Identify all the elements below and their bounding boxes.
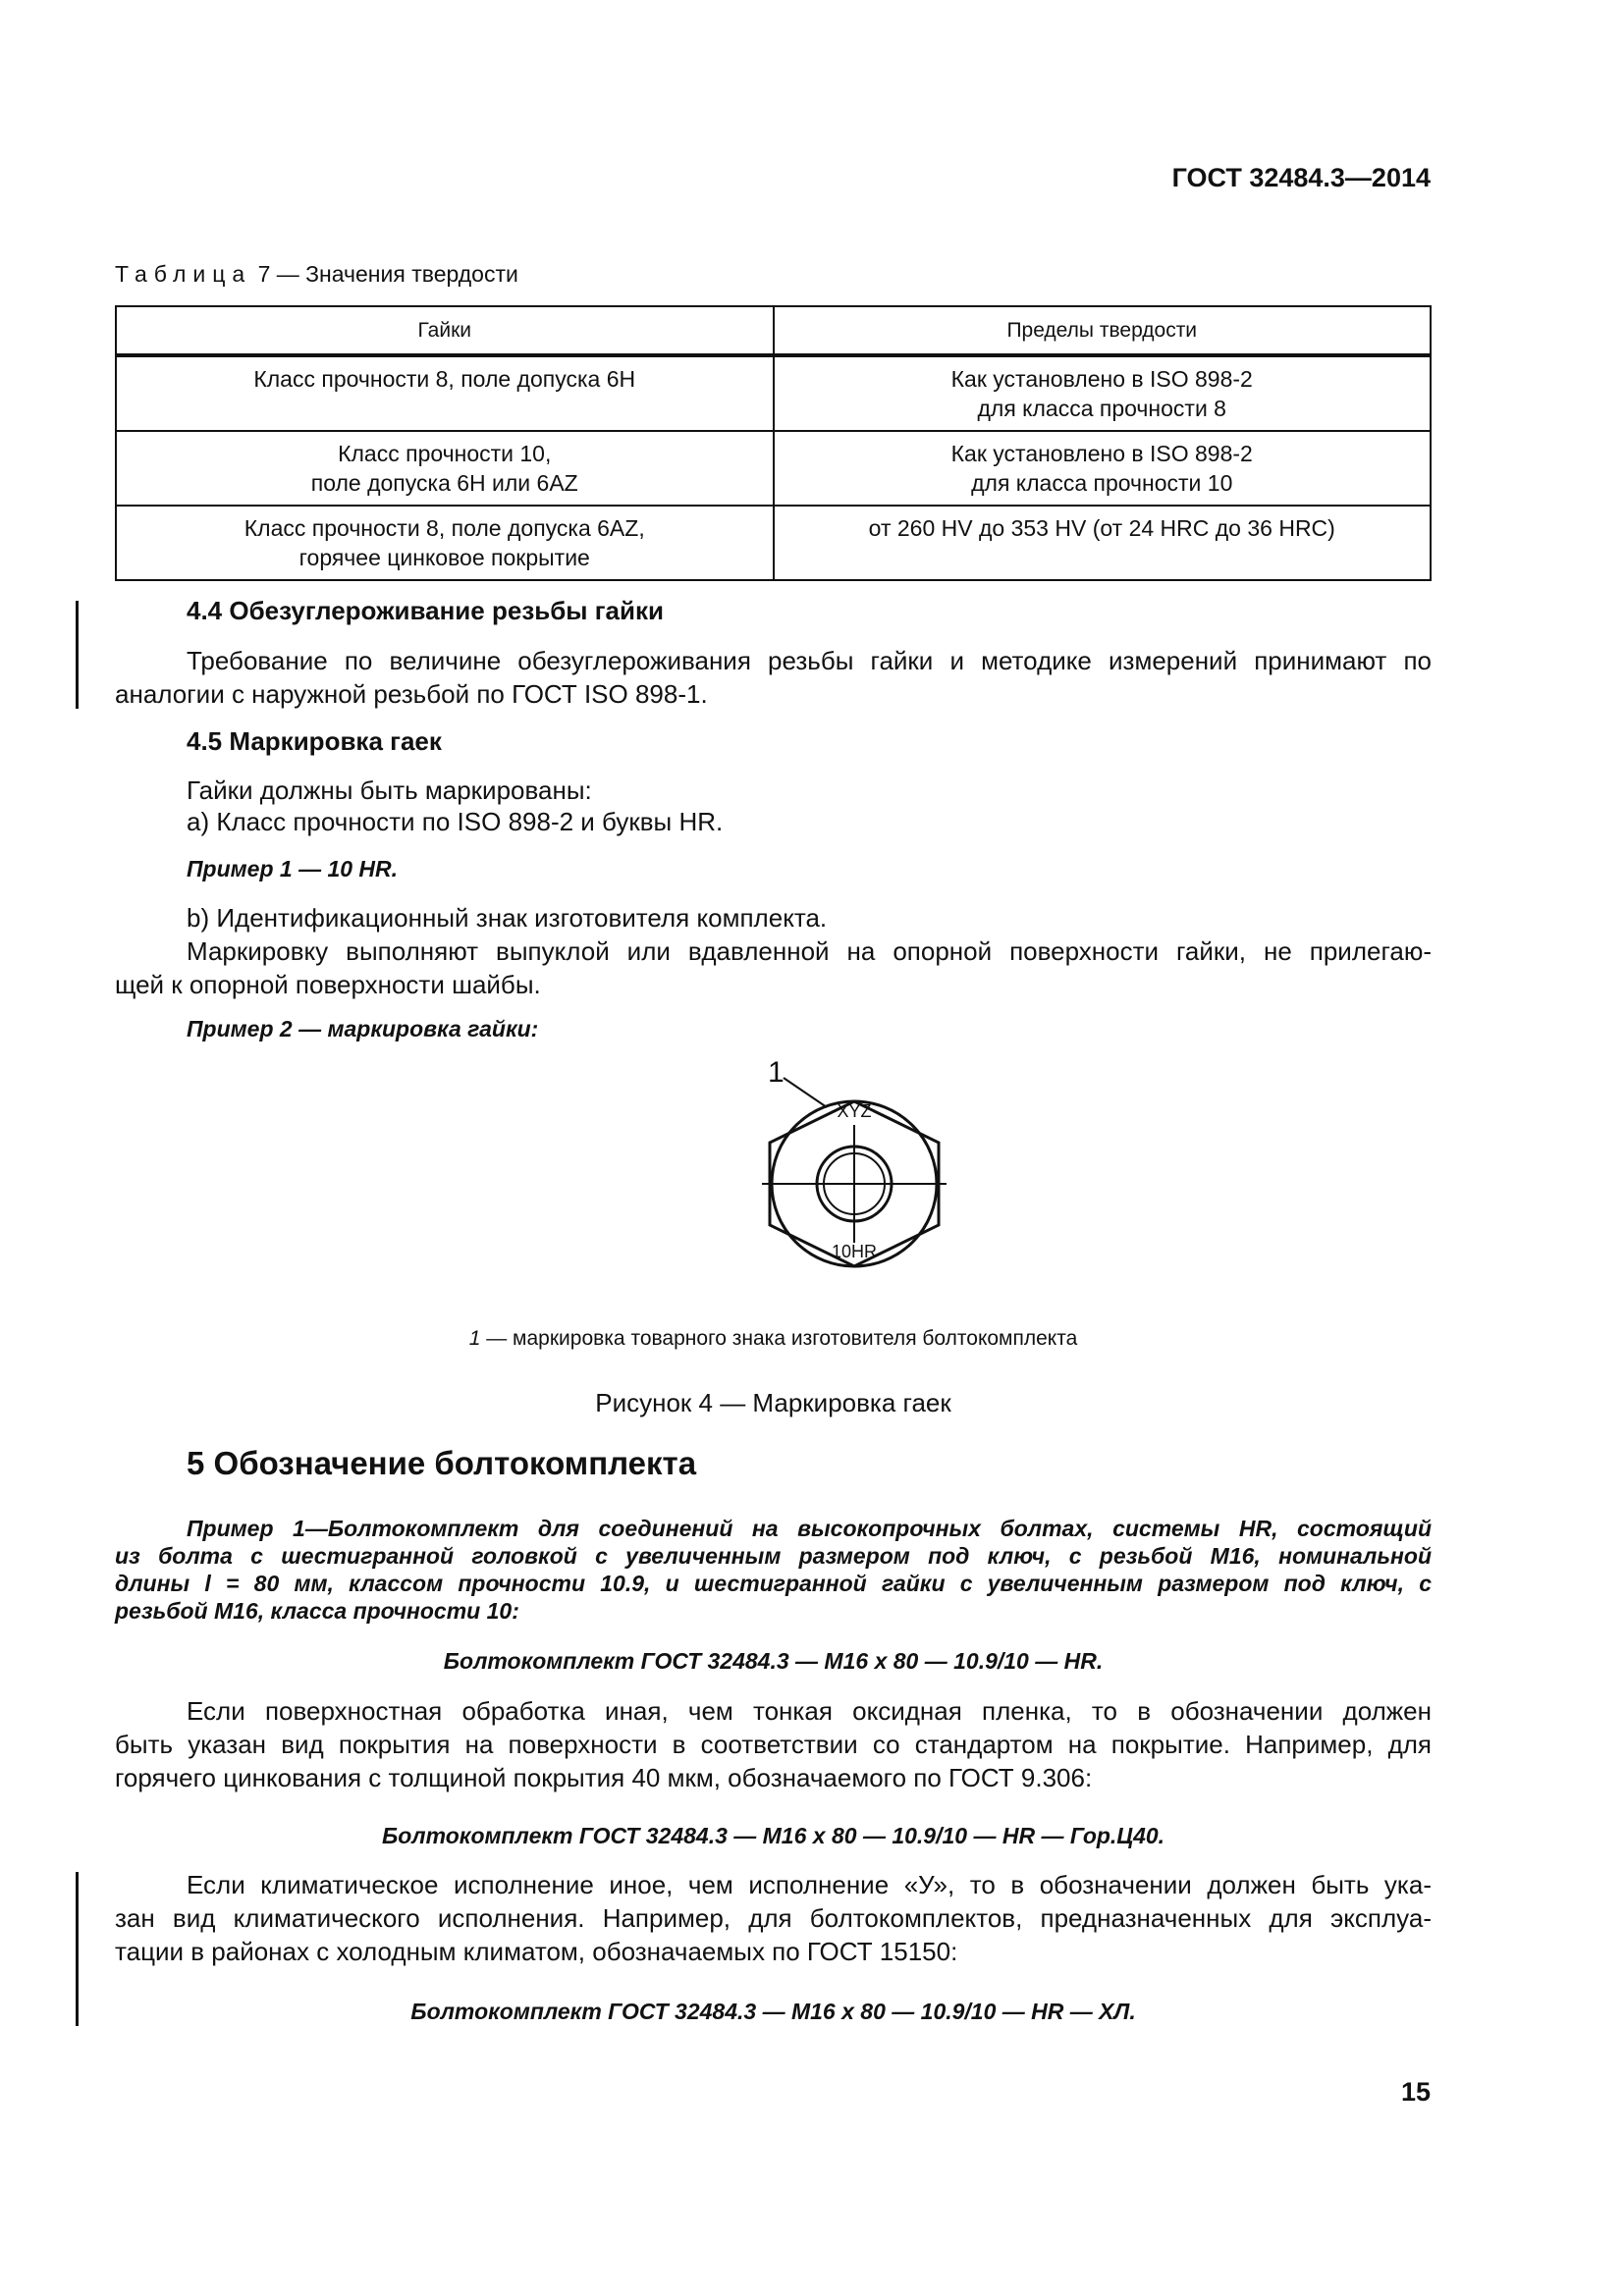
nut-marking-figure [756, 1056, 972, 1292]
example-line: Пример 1—Болтокомплект для соединений на высокопрочных болтах, системы HR, состоящий [187, 1516, 1432, 1541]
paragraph-line: Если климатическое исполнение иное, чем исполнение «У», то в обозначении должен быть ука- [187, 1870, 1432, 1899]
table-cell [116, 506, 774, 580]
example-2: Пример 2 — маркировка гайки: [187, 1016, 539, 1041]
paragraph-line: Требование по величине обезуглероживания резьбы гайки и методике измерений принимают по [187, 646, 1432, 675]
table-cell [774, 355, 1432, 431]
figure-caption: Рисунок 4 — Маркировка гаек [595, 1388, 951, 1417]
section-5-example [115, 1515, 1432, 1625]
paragraph-line: быть указан вид покрытия на поверхности в соответствии со стандартом на покрытие. Например, для [115, 1730, 1432, 1759]
class-mark: 10HR [831, 1242, 878, 1261]
paragraph-line: щей к опорной поверхности шайбы. [115, 970, 541, 999]
document-id: ГОСТ 32484.3—2014 [1171, 163, 1431, 192]
paragraph-line: Маркировку выполняют выпуклой или вдавленной на опорной поверхности гайки, не прилегаю- [187, 936, 1432, 966]
nut-drawing [756, 1056, 972, 1292]
paragraph-line: горячего цинкования с толщиной покрытия 40 мкм, обозначаемого по ГОСТ 9.306: [115, 1763, 1093, 1792]
table-cell [116, 355, 774, 431]
cell-line: для класса прочности 8 [977, 396, 1226, 421]
example-line: резьбой М16, класса прочности 10: [115, 1598, 519, 1624]
marking-intro: Гайки должны быть маркированы: [187, 775, 592, 805]
table-header-row [116, 306, 1431, 355]
cell-line: для класса прочности 10 [971, 470, 1233, 496]
table-caption-rest: 7 — Значения твердости [251, 261, 518, 287]
paragraph-line: аналогии с наружной резьбой по ГОСТ ISO 898-1. [115, 679, 708, 709]
callout-leader [784, 1078, 827, 1107]
figure-legend [115, 1327, 1432, 1351]
designation-3: Болтокомплект ГОСТ 32484.3 — М16 х 80 — 10.9/10 — HR — ХЛ. [410, 1999, 1136, 2024]
table-cell [116, 431, 774, 506]
marking-paragraph [115, 934, 1432, 1001]
example-line: длины l = 80 мм, классом прочности 10.9, и шестигранной гайки с увеличенным размером под ключ, с [115, 1571, 1432, 1596]
example-line: из болта с шестигранной головкой с увеличенным размером под ключ, с резьбой М16, номинальной [115, 1543, 1432, 1569]
table-caption [115, 261, 518, 288]
section-4-4-heading: 4.4 Обезуглероживание резьбы гайки [187, 596, 664, 625]
cell-line: от 260 HV до 353 HV (от 24 HRC до 36 HRC) [868, 515, 1335, 541]
marking-item-b: b) Идентификационный знак изготовителя комплекта. [187, 903, 828, 933]
legend-text: — маркировка товарного знака изготовителя болтокомплекта [480, 1327, 1078, 1350]
cell-line: Класс прочности 8, поле допуска 6H [253, 366, 636, 392]
paragraph-line: зан вид климатического исполнения. Например, для болтокомплектов, предназначенных для эксплуа- [115, 1903, 1432, 1933]
coating-paragraph [115, 1694, 1432, 1794]
section-5-heading: 5 Обозначение болтокомплекта [187, 1445, 697, 1481]
col-header-limits: Пределы твердости [774, 306, 1432, 355]
cell-line: Класс прочности 10, [338, 441, 552, 466]
table-row [116, 355, 1431, 431]
col-header-nuts: Гайки [116, 306, 774, 355]
hardness-table [115, 305, 1432, 581]
cell-line: Класс прочности 8, поле допуска 6AZ, [244, 515, 645, 541]
paragraph-line: Если поверхностная обработка иная, чем тонкая оксидная пленка, то в обозначении должен [187, 1696, 1432, 1726]
page-number: 15 [1400, 2077, 1431, 2107]
callout-number: 1 [768, 1056, 785, 1089]
table-caption-word: Таблица [115, 261, 252, 287]
table-cell [774, 431, 1432, 506]
climate-paragraph [115, 1868, 1432, 1968]
paragraph-line: тации в районах с холодным климатом, обозначаемых по ГОСТ 15150: [115, 1937, 958, 1966]
cell-line: Как установлено в ISO 898-2 [950, 366, 1253, 392]
designation-2: Болтокомплект ГОСТ 32484.3 — М16 х 80 — 10.9/10 — HR — Гор.Ц40. [381, 1823, 1165, 1848]
designation-1: Болтокомплект ГОСТ 32484.3 — М16 х 80 — 10.9/10 — HR. [443, 1648, 1104, 1674]
example-1: Пример 1 — 10 HR. [187, 856, 399, 881]
legend-number: 1 [468, 1327, 481, 1350]
marking-item-a: а) Класс прочности по ISO 898-2 и буквы HR. [187, 807, 724, 836]
change-bar [76, 601, 79, 709]
table-row [116, 431, 1431, 506]
section-4-4-text [115, 644, 1432, 711]
change-bar [76, 1872, 79, 2026]
cell-line: горячее цинковое покрытие [298, 545, 590, 570]
table-cell [774, 506, 1432, 580]
maker-mark: XYZ [837, 1101, 872, 1121]
cell-line: Как установлено в ISO 898-2 [950, 441, 1253, 466]
table-row [116, 506, 1431, 580]
section-4-5-heading: 4.5 Маркировка гаек [187, 726, 442, 756]
cell-line: поле допуска 6H или 6AZ [310, 470, 578, 496]
